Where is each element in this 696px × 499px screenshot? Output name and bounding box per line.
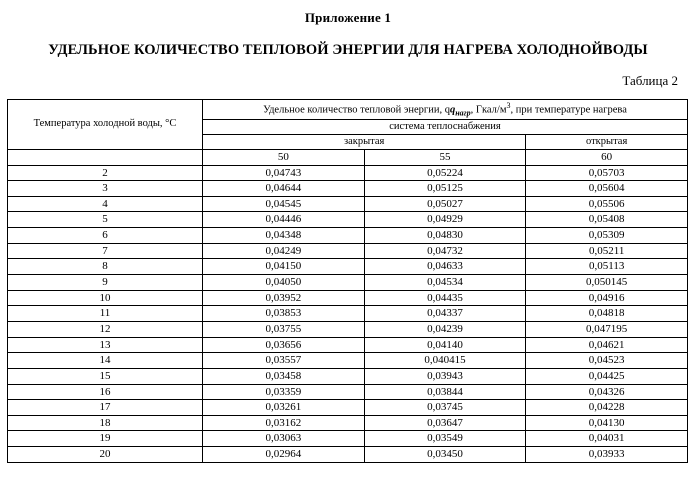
cell-value-55: 0,040415 (364, 353, 526, 369)
table-row (8, 447, 688, 463)
table-row (8, 431, 688, 447)
table-row (8, 321, 688, 337)
table-row (8, 368, 688, 384)
cell-value-60: 0,04326 (526, 384, 688, 400)
cell-temperature: 10 (8, 290, 203, 306)
cell-value-50: 0,04050 (203, 275, 365, 291)
cell-value-55: 0,04337 (364, 306, 526, 322)
table-row (8, 181, 688, 197)
table-row (8, 243, 688, 259)
cell-value-55: 0,05224 (364, 165, 526, 181)
cell-value-55: 0,04929 (364, 212, 526, 228)
cell-temperature: 11 (8, 306, 203, 322)
cell-value-60: 0,04031 (526, 431, 688, 447)
header-spec-pre: Удельное количество тепловой энергии, q (263, 104, 450, 116)
table-caption: Таблица 2 (622, 73, 678, 88)
cell-temperature: 5 (8, 212, 203, 228)
heat-energy-table (7, 99, 688, 463)
cell-value-50: 0,03853 (203, 306, 365, 322)
table-body (8, 100, 688, 463)
cell-value-55: 0,03844 (364, 384, 526, 400)
cell-temperature: 20 (8, 447, 203, 463)
cell-value-50: 0,04348 (203, 228, 365, 244)
cell-value-50: 0,03557 (203, 353, 365, 369)
header-cell-open-system: открытая (526, 134, 688, 149)
cell-value-60: 0,05113 (526, 259, 688, 275)
cell-value-60: 0,050145 (526, 275, 688, 291)
cell-temperature: 15 (8, 368, 203, 384)
table-row (8, 228, 688, 244)
cell-value-60: 0,05703 (526, 165, 688, 181)
cell-value-60: 0,05506 (526, 196, 688, 212)
cell-temperature: 6 (8, 228, 203, 244)
cell-value-50: 0,02964 (203, 447, 365, 463)
cell-value-60: 0,04228 (526, 400, 688, 416)
header-cell-temp-50: 50 (203, 149, 365, 165)
header-spec-symbol: q (449, 104, 456, 116)
table-row (8, 384, 688, 400)
cell-value-55: 0,03549 (364, 431, 526, 447)
header-cell-temp-55: 55 (364, 149, 526, 165)
cell-value-55: 0,04830 (364, 228, 526, 244)
cell-value-55: 0,04534 (364, 275, 526, 291)
table-header-row-4 (8, 149, 688, 165)
cell-value-55: 0,03745 (364, 400, 526, 416)
cell-temperature: 8 (8, 259, 203, 275)
cell-temperature: 19 (8, 431, 203, 447)
header-spec-sub: нагр (455, 108, 471, 118)
cell-value-60: 0,04916 (526, 290, 688, 306)
table-row (8, 212, 688, 228)
cell-temperature: 16 (8, 384, 203, 400)
cell-value-50: 0,04446 (203, 212, 365, 228)
header-cell-cold-water-temp: Температура холодной воды, °C (8, 100, 203, 150)
cell-value-50: 0,04644 (203, 181, 365, 197)
cell-value-55: 0,04435 (364, 290, 526, 306)
cell-temperature: 13 (8, 337, 203, 353)
cell-value-55: 0,04633 (364, 259, 526, 275)
cell-value-55: 0,04732 (364, 243, 526, 259)
header-cell-empty (8, 149, 203, 165)
cell-value-60: 0,047195 (526, 321, 688, 337)
header-cell-specific-heat (203, 100, 688, 120)
table-row (8, 165, 688, 181)
header-spec-mid: , Гкал/м (470, 104, 507, 116)
cell-temperature: 17 (8, 400, 203, 416)
table-row (8, 196, 688, 212)
cell-value-50: 0,03359 (203, 384, 365, 400)
table-row (8, 353, 688, 369)
cell-value-50: 0,04545 (203, 196, 365, 212)
cell-value-50: 0,04249 (203, 243, 365, 259)
appendix-label: Приложение 1 (304, 10, 392, 25)
cell-temperature: 18 (8, 415, 203, 431)
cell-value-50: 0,04743 (203, 165, 365, 181)
cell-temperature: 7 (8, 243, 203, 259)
cell-value-55: 0,04140 (364, 337, 526, 353)
cell-value-50: 0,03458 (203, 368, 365, 384)
header-spec-post: , при температуре нагрева (510, 104, 627, 116)
cell-temperature: 14 (8, 353, 203, 369)
header-cell-temp-60: 60 (526, 149, 688, 165)
cell-value-60: 0,03933 (526, 447, 688, 463)
cell-temperature: 2 (8, 165, 203, 181)
cell-value-50: 0,03063 (203, 431, 365, 447)
cell-value-60: 0,04130 (526, 415, 688, 431)
header-spec-sup: 3 (506, 101, 511, 110)
cell-temperature: 4 (8, 196, 203, 212)
cell-value-60: 0,04621 (526, 337, 688, 353)
cell-value-50: 0,03162 (203, 415, 365, 431)
cell-value-60: 0,05604 (526, 181, 688, 197)
table-row (8, 337, 688, 353)
cell-value-60: 0,04818 (526, 306, 688, 322)
cell-temperature: 3 (8, 181, 203, 197)
cell-value-55: 0,05125 (364, 181, 526, 197)
cell-value-50: 0,03261 (203, 400, 365, 416)
cell-value-55: 0,03450 (364, 447, 526, 463)
table-row (8, 259, 688, 275)
cell-temperature: 12 (8, 321, 203, 337)
table-row (8, 306, 688, 322)
header-cell-closed-system: закрытая (203, 134, 526, 149)
cell-value-60: 0,05309 (526, 228, 688, 244)
table-header-row-1 (8, 100, 688, 120)
cell-value-55: 0,04239 (364, 321, 526, 337)
cell-temperature: 9 (8, 275, 203, 291)
cell-value-60: 0,04425 (526, 368, 688, 384)
cell-value-50: 0,03656 (203, 337, 365, 353)
cell-value-55: 0,05027 (364, 196, 526, 212)
cell-value-55: 0,03943 (364, 368, 526, 384)
table-row (8, 275, 688, 291)
cell-value-55: 0,03647 (364, 415, 526, 431)
table-row (8, 290, 688, 306)
page-title: УДЕЛЬНОЕ КОЛИЧЕСТВО ТЕПЛОВОЙ ЭНЕРГИИ ДЛЯ НАГРЕВА ХОЛОДНОЙВОДЫ (48, 42, 648, 58)
cell-value-50: 0,03755 (203, 321, 365, 337)
cell-value-50: 0,03952 (203, 290, 365, 306)
table-row (8, 415, 688, 431)
cell-value-50: 0,04150 (203, 259, 365, 275)
cell-value-60: 0,05211 (526, 243, 688, 259)
header-cell-supply-system: система теплоснабжения (203, 119, 688, 134)
cell-value-60: 0,04523 (526, 353, 688, 369)
table-row (8, 400, 688, 416)
table-container (0, 99, 696, 463)
cell-value-60: 0,05408 (526, 212, 688, 228)
document-page (0, 10, 696, 499)
